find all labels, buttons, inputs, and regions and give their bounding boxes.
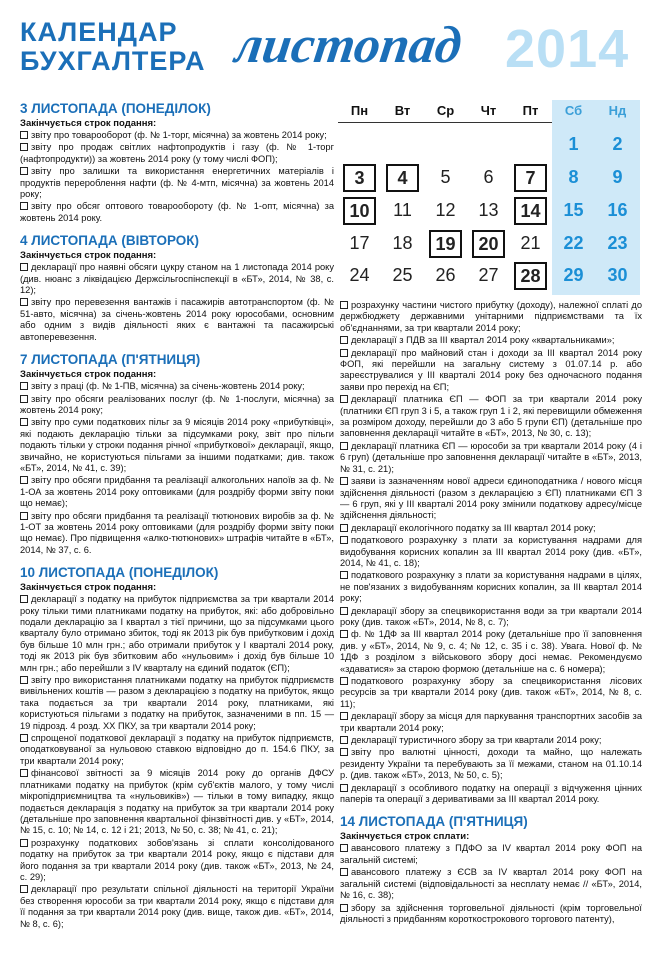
deadline-label: Закінчується строк подання: (20, 369, 157, 381)
list-item-text: декларації з ПДВ за III квартал 2014 року «квартальниками»; (351, 335, 615, 346)
item-list (340, 300, 642, 805)
list-item-text: звіту про обсяги придбання та реалізації тютюнових виробів за ф. № 1-ОТ за жовтень 2014 року оптовиками (для роздрібу форми звіту поки що немає). Про підвищення «алко-тютюнових» штрафів читайте в «БТ», 2014, № 37, с. 6. (20, 510, 334, 555)
calendar-day (552, 164, 595, 192)
calendar-day-deadline (509, 262, 552, 290)
calendar-day-number: 16 (607, 200, 628, 220)
section-nov-10 (20, 564, 334, 930)
calendar-day (424, 197, 467, 225)
checkbox-icon[interactable] (340, 904, 348, 912)
calendar-day-number: 2 (612, 134, 623, 154)
calendar-day-deadline (467, 230, 510, 258)
calendar-day-number: 29 (563, 265, 584, 285)
list-item (340, 348, 642, 394)
calendar-day-deadline (509, 164, 552, 192)
list-item-text: декларації про майновий стан і доходи за III квартал 2014 року ФОП, які перейшли на загальну систему з 01.07.14 р. або зареєструвалися у III кварталі 2014 року без одночасного подання заяви про перехід на ЄП; (340, 347, 642, 392)
list-item (20, 733, 334, 767)
list-item (340, 747, 642, 781)
calendar-day-number: 7 (514, 164, 547, 192)
list-item (340, 335, 642, 346)
calendar (338, 100, 640, 295)
checkbox-icon[interactable] (340, 630, 348, 638)
calendar-day-number: 5 (440, 167, 451, 187)
list-item-text: звіту з праці (ф. № 1-ПВ, місячна) за січень-жовтень 2014 року; (31, 381, 305, 392)
list-item-text: податкового розрахунку з плати за користування надрами для видобування корисних копалин за III квартал 2014 року (див. «БТ», 2014, № 41, с. 18); (340, 535, 642, 568)
calendar-day-number: 24 (349, 265, 370, 285)
calendar-day (552, 230, 595, 258)
list-item-text: фінансової звітності за 9 місяців 2014 року до органів ДФСУ платниками податку на прибуток (крім суб'єктів малого, у тому числі мікропідприємництва та «нульовиків») — тільки в тому випадку, якщо подається декларація з податку на прибуток за три квартали 2014 року (детальніше про заповнення квартальної фінзвітності див. у «БТ», 2014, № 15, с. 10; № 14, с. 12 і 21; 2013, № 50, с. 38; № 41, с. 21); (20, 768, 334, 836)
calendar-day (381, 262, 424, 290)
checkbox-icon[interactable] (340, 712, 348, 720)
calendar-day-number: 21 (520, 233, 541, 253)
checkbox-icon[interactable] (20, 167, 28, 175)
calendar-day (552, 131, 595, 159)
calendar-day-number: 28 (514, 262, 547, 290)
list-item-text: збору за здійснення торговельної діяльності (крім торговельної діяльності з придбанням короткострокового торгового патенту), (340, 902, 642, 924)
checkbox-icon[interactable] (20, 769, 28, 777)
list-item-text: декларації про результати спільної діяльності на території України без створення юрособи за три квартали 2014 року, якщо є підстави для її подання за три квартали 2014 року (див. вище, також див. «БТ», 2014, № 8, с. 6); (20, 884, 334, 929)
list-item (340, 843, 642, 866)
calendar-day-number: 11 (393, 200, 412, 220)
calendar-day-deadline (381, 164, 424, 192)
deadline-label: Закінчується строк сплати: (340, 831, 470, 843)
calendar-day-number: 12 (435, 200, 456, 220)
list-item (20, 417, 334, 474)
calendar-day (381, 197, 424, 225)
calendar-day (596, 131, 639, 159)
checkbox-icon[interactable] (20, 839, 28, 847)
list-item (340, 570, 642, 604)
calendar-day-number: 14 (514, 197, 547, 225)
list-item (340, 535, 642, 569)
calendar-day-number: 15 (563, 200, 584, 220)
list-item (20, 511, 334, 557)
calendar-day (467, 197, 510, 225)
list-item (20, 675, 334, 732)
checkbox-icon[interactable] (340, 784, 348, 792)
list-item-text: податкового розрахунку збору за спецвикористання лісових ресурсів за три квартали 2014 року (див. також «БТ», 2014, № 8, с. 11); (340, 676, 642, 709)
list-item-text: звіту про суми податкових пільг за 9 місяців 2014 року «прибутківці», які подають декларацію тільки за підсумками року, звіт про пільги подають тільки у строки подання річної «прибуткової» декларації, якщо, звичайно, не користуються пільгами за іншими податками; див. також «БТ», 2014, № 41, с. 39); (20, 417, 334, 473)
list-item-text: звіту про продаж світлих нафтопродуктів і газу (ф. № 1-торг (нафтопродукти)) за жовтень 2014 року (у тому числі ФОП); (20, 142, 334, 164)
calendar-day-number: 23 (607, 233, 628, 253)
list-item-text: декларації туристичного збору за три квартали 2014 року; (351, 735, 602, 746)
calendar-day-number: 4 (386, 164, 419, 192)
list-item (20, 142, 334, 165)
calendar-day-number: 22 (563, 233, 584, 253)
item-list (20, 381, 334, 556)
calendar-weekday-label: Пт (522, 103, 539, 118)
list-item-text: спрощеної податкової декларації з податку на прибуток підприємств, оподатковуваної за нульовою ставкою відповідно до п. 154.6 ПКУ, за три квартали 2014 року; (20, 733, 334, 766)
calendar-day (424, 164, 467, 192)
list-item-text: звіту про залишки та використання енергетичних матеріалів і продуктів перероблення нафти (ф. № 4-мтп, місячна) за жовтень 2014 року; (20, 166, 334, 200)
list-item-text: звіту про обсяги реалізованих послуг (ф. № 1-послуги, місячна) за жовтень 2014 року; (20, 393, 334, 415)
header-title-line2: БУХГАЛТЕРА (20, 46, 206, 76)
calendar-day-number: 6 (483, 167, 494, 187)
calendar-day (509, 230, 552, 258)
calendar-day (424, 262, 467, 290)
list-item (20, 475, 334, 509)
checkbox-icon[interactable] (20, 263, 28, 271)
checkbox-icon[interactable] (20, 734, 28, 742)
list-item (20, 201, 334, 224)
calendar-day-number: 18 (392, 233, 413, 253)
calendar-day-deadline (509, 197, 552, 225)
list-item (340, 300, 642, 334)
checkbox-icon[interactable] (340, 868, 348, 876)
section-nov-4 (20, 232, 334, 343)
deadline-label: Закінчується строк подання: (20, 582, 157, 594)
calendar-day (552, 197, 595, 225)
list-item (20, 262, 334, 296)
list-item-text: заяви із зазначенням нової адреси єдиноподатника / нового місця здійснення діяльності (разом з декларацією з ЄП) платниками ЄП 3 — 6 груп, які у III кварталі 2014 року змінили податкову адресу/місце здійснення діяльності; (340, 476, 642, 521)
list-item (20, 768, 334, 836)
checkbox-icon[interactable] (20, 476, 28, 484)
list-item (340, 783, 642, 806)
list-item-text: декларації збору за спецвикористання води за три квартали 2014 року (див. також «БТ», 2014, № 8, с. 7); (340, 605, 642, 627)
calendar-day (596, 197, 639, 225)
list-item-text: розрахунку податкових зобов'язань зі сплати консолідованого податку на прибуток за три квартали 2014 року, якщо є підстави для його подання за три квартали 2014 року (див. також «БТ», 2013, № 24, с. 29); (20, 837, 334, 882)
checkbox-icon[interactable] (340, 844, 348, 852)
checkbox-icon[interactable] (340, 736, 348, 744)
checkbox-icon[interactable] (20, 382, 28, 390)
checkbox-icon[interactable] (340, 301, 348, 309)
checkbox-icon[interactable] (20, 298, 28, 306)
calendar-day (467, 262, 510, 290)
list-item (20, 594, 334, 674)
calendar-day-number: 8 (568, 167, 579, 187)
section-title: 3 ЛИСТОПАДА (ПОНЕДІЛОК) (20, 101, 211, 116)
checkbox-icon[interactable] (20, 512, 28, 520)
checkbox-icon[interactable] (20, 676, 28, 684)
right-column (340, 300, 642, 925)
checkbox-icon[interactable] (20, 418, 28, 426)
calendar-weekday-label: Нд (608, 103, 627, 118)
calendar-day-number: 27 (478, 265, 499, 285)
list-item-text: декларації з особливого податку на операції з відчуження цінних паперів та операції з деривативами за III квартал 2014 року. (340, 782, 642, 805)
list-item-text: авансового платежу з ПДФО за IV квартал 2014 року ФОП на загальній системі; (340, 843, 642, 865)
checkbox-icon[interactable] (340, 477, 348, 485)
list-item (340, 867, 642, 901)
list-item-text: податкового розрахунку з плати за користування надрами в цілях, не пов'язаних з видобуванням корисних копалин, за III квартал 2014 року; (340, 570, 642, 604)
list-item-text: звіту про обсяг оптового товарообороту (ф. № 1-опт, місячна) за жовтень 2014 року. (20, 201, 334, 223)
header-title (20, 18, 206, 76)
calendar-day-number: 26 (435, 265, 456, 285)
calendar-day-deadline (424, 230, 467, 258)
list-item (340, 394, 642, 440)
item-list (20, 262, 334, 343)
section-title: 10 ЛИСТОПАДА (ПОНЕДІЛОК) (20, 565, 219, 581)
checkbox-icon[interactable] (340, 677, 348, 685)
list-item-text: декларації з податку на прибуток підприємства за три квартали 2014 року тільки тими платниками податку на прибуток, які: або добровільно подали декларацію за I квартал з тієї причини, що за підсумками цього кварталу було отримано збиток, тоді як 2013 рік був прибутковим і дохід був більше 10 млн грн.; або отримали прибуток у I кварталі 2014 року, тоді як 2013 рік був збитковим або «нульовим» і дохід був більше 10 млн грн.; або перейшли з IV кварталу на єдиний податок (ЄП); (20, 594, 334, 673)
section-title: 4 ЛИСТОПАДА (ВІВТОРОК) (20, 233, 200, 249)
item-list (20, 130, 334, 224)
list-item (340, 523, 642, 534)
header-title-line1: КАЛЕНДАР (20, 17, 178, 47)
header-month: листопад (232, 17, 466, 74)
calendar-day (338, 230, 381, 258)
checkbox-icon[interactable] (20, 395, 28, 403)
list-item (340, 606, 642, 629)
list-item-text: звіту про використання платниками податку на прибуток підприємств вивільнених коштів — разом з декларацією з податку на прибуток, якщо така подається за три квартали 2014 року, платниками, які користуються пільгами з податку на прибуток, зазначеними в пп. 15 — 19 підрозд. 4 розд. XX ПКУ, за три квартали 2014 року; (20, 675, 334, 731)
section-title: 7 ЛИСТОПАДА (П'ЯТНИЦЯ) (20, 352, 201, 368)
list-item (340, 903, 642, 926)
calendar-day (381, 230, 424, 258)
deadline-label: Закінчується строк подання: (20, 118, 157, 129)
calendar-day (596, 262, 639, 290)
left-column (20, 100, 334, 930)
calendar-weekday-label: Ср (436, 103, 455, 118)
calendar-day-deadline (338, 164, 381, 192)
list-item-text: розрахунку частини чистого прибутку (доходу), належної сплаті до держбюджету державними унітарними підприємствами та їх об'єднаннями, за три квартали 2014 року; (340, 300, 642, 333)
checkbox-icon[interactable] (340, 607, 348, 615)
checkbox-icon[interactable] (340, 571, 348, 579)
calendar-day-number: 25 (392, 265, 413, 285)
checkbox-icon[interactable] (20, 885, 28, 893)
list-item-text: декларації збору за місця для паркування транспортних засобів за три квартали 2014 року; (340, 711, 642, 733)
list-item (20, 130, 334, 141)
list-item-text: декларації про наявні обсяги цукру станом на 1 листопада 2014 року (див. нюанс з ліквідацією Держсільгоспінспекції в «БТ», 2014, № 38, с. 12); (20, 262, 334, 296)
list-item (340, 676, 642, 710)
list-item (340, 735, 642, 746)
calendar-day-number: 17 (349, 233, 370, 253)
section-nov-10-continued (340, 300, 642, 805)
list-item-text: авансового платежу з ЄСВ за IV квартал 2014 року ФОП на загальній системі (відповідальності за несплату немає // «БТ», 2014, № 16, с. 38); (340, 867, 642, 901)
deadline-label: Закінчується строк подання: (20, 250, 157, 262)
calendar-day-number: 30 (607, 265, 628, 285)
calendar-weekday-label: Пн (350, 103, 369, 118)
list-item (20, 884, 334, 930)
calendar-weekday-label: Вт (394, 103, 411, 118)
calendar-day-number: 13 (478, 200, 499, 220)
list-item (340, 629, 642, 675)
calendar-day-number: 19 (429, 230, 462, 258)
calendar-day-number: 1 (568, 134, 579, 154)
calendar-day-number: 9 (612, 167, 623, 187)
checkbox-icon[interactable] (340, 336, 348, 344)
calendar-header-divider (338, 122, 552, 123)
checkbox-icon[interactable] (20, 202, 28, 210)
list-item-text: декларації платника ЄП — ФОП за три квартали 2014 року (платники ЄП груп 3 і 5, а також груп 1 і 2, які перевищили обмеження за розміром доходу, перейшли до 3 або 5 групи ЄП) (детальніше про заповнення декларації читайте в «БТ», 2013, № 30, с. 13); (340, 394, 642, 439)
checkbox-icon[interactable] (340, 748, 348, 756)
checkbox-icon[interactable] (340, 349, 348, 357)
checkbox-icon[interactable] (340, 395, 348, 403)
calendar-day-number: 3 (343, 164, 376, 192)
calendar-weekday-label: Сб (564, 103, 583, 118)
item-list (340, 843, 642, 925)
list-item-text: звіту про обсяги придбання та реалізації алкогольних напоїв за ф. № 1-ОА за жовтень 2014 року оптовиками (для роздрібу форми звіту поки що немає); (20, 475, 334, 509)
list-item (340, 476, 642, 522)
list-item (340, 441, 642, 475)
calendar-day-number: 10 (343, 197, 376, 225)
item-list (20, 594, 334, 930)
list-item (20, 838, 334, 884)
checkbox-icon[interactable] (340, 536, 348, 544)
section-nov-14 (340, 813, 642, 925)
calendar-weekday-label: Чт (480, 103, 497, 118)
header-year: 2014 (505, 19, 630, 79)
checkbox-icon[interactable] (20, 131, 28, 139)
list-item-text: ф. № 1ДФ за III квартал 2014 року (детальніше про її заповнення див. у «БТ», 2014, № 9, с. 4; № 12, с. 35 і с. 38). Увага. Нової ф. № 1ДФ з розділом з військового збору досі немає. Рекомендуємо «здаватися» за старою формою (детальніше на с. 6 номера); (340, 629, 642, 674)
calendar-day (552, 262, 595, 290)
list-item (20, 166, 334, 200)
list-item-text: декларації платника ЄП — юрособи за три квартали 2014 року (4 і 6 груп) (детальніше про заповнення декларації читайте в «БТ», 2013, № 31, с. 21); (340, 440, 642, 474)
checkbox-icon[interactable] (340, 524, 348, 532)
calendar-day (467, 164, 510, 192)
checkbox-icon[interactable] (20, 143, 28, 151)
list-item (340, 711, 642, 734)
section-title: 14 ЛИСТОПАДА (П'ЯТНИЦЯ) (340, 814, 528, 830)
list-item (20, 381, 334, 392)
calendar-day (596, 164, 639, 192)
list-item (20, 394, 334, 417)
checkbox-icon[interactable] (20, 595, 28, 603)
checkbox-icon[interactable] (340, 442, 348, 450)
list-item-text: звіту про перевезення вантажів і пасажирів автотранспортом (ф. № 51-авто, місячна) за січень-жовтень 2014 року юрособами, основним або одним з видів діяльності яких є вантажні та пасажирські автоперевезення. (20, 297, 334, 342)
section-nov-3 (20, 100, 334, 224)
list-item (20, 297, 334, 343)
calendar-day (596, 230, 639, 258)
list-item-text: звіту про валютні цінності, доходи та майно, що належать резиденту України та перебувають за її межами, станом на 01.10.14 р. (див. також «БТ», 2013, № 50, с. 5); (340, 747, 642, 781)
calendar-day-deadline (338, 197, 381, 225)
list-item-text: декларації екологічного податку за III квартал 2014 року; (351, 522, 596, 533)
calendar-day (338, 262, 381, 290)
calendar-day-number: 20 (472, 230, 505, 258)
section-nov-7 (20, 351, 334, 556)
list-item-text: звіту про товарооборот (ф. № 1-торг, місячна) за жовтень 2014 року; (31, 130, 327, 140)
